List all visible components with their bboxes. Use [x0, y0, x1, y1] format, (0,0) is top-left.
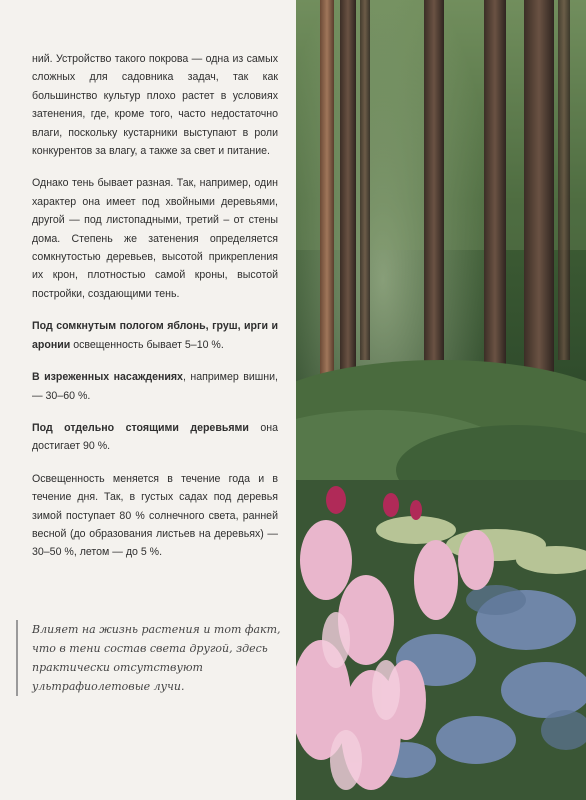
paragraph-6 [32, 470, 278, 562]
text-run: Однако тень бывает разная. Так, например, один характер она имеет под хвойными деревьями, другой — под листопадными, третий – от стены дома. Степень же затенения определяется сомкнутостью деревьев, высотой прикрепления их крон, плотностью самой кроны, высотой постройки, создающими тень. [32, 177, 278, 300]
pull-quote: Влияет на жизнь растения и тот факт, что в тени состав света другой, здесь практически отсутствуют ультрафиолетовые лучи. [16, 620, 294, 696]
body-text [32, 50, 278, 576]
bold-phrase: В изреженных насаждениях [32, 371, 183, 384]
paragraph-2 [32, 174, 278, 303]
paragraph-5 [32, 419, 278, 456]
bold-phrase: Под отдельно стоящими деревьями [32, 421, 249, 434]
paragraph-4 [32, 368, 278, 405]
paragraph-3 [32, 317, 278, 354]
text-run: ний. Устройство такого покрова — одна из самых сложных для садовника задач, так как большинство культур плохо растет в условиях затенения, где, кроме того, часто недостаточно влаги, поскольку кустарники выступают в роли конкурентов за влагу, а также за свет и питание. [32, 53, 278, 158]
text-run: освещенность бывает 5–10 %. [70, 338, 224, 351]
text-run: , например вишни, — 30–60 %. [32, 371, 278, 402]
text-run: Освещенность меняется в течение года и в течение дня. Так, в густых садах под деревья зимой поступает 80 % солнечного света, ранней весной (до образования листьев на деревьях) — 30–50 %, летом — до 5 %. [32, 472, 278, 559]
forest-garden-photo [296, 0, 586, 800]
text-run: она достигает 90 %. [32, 421, 279, 453]
paragraph-1 [32, 50, 278, 160]
bold-phrase: Под сомкнутым пологом яблонь, груш, ирги и аронии [32, 320, 278, 351]
